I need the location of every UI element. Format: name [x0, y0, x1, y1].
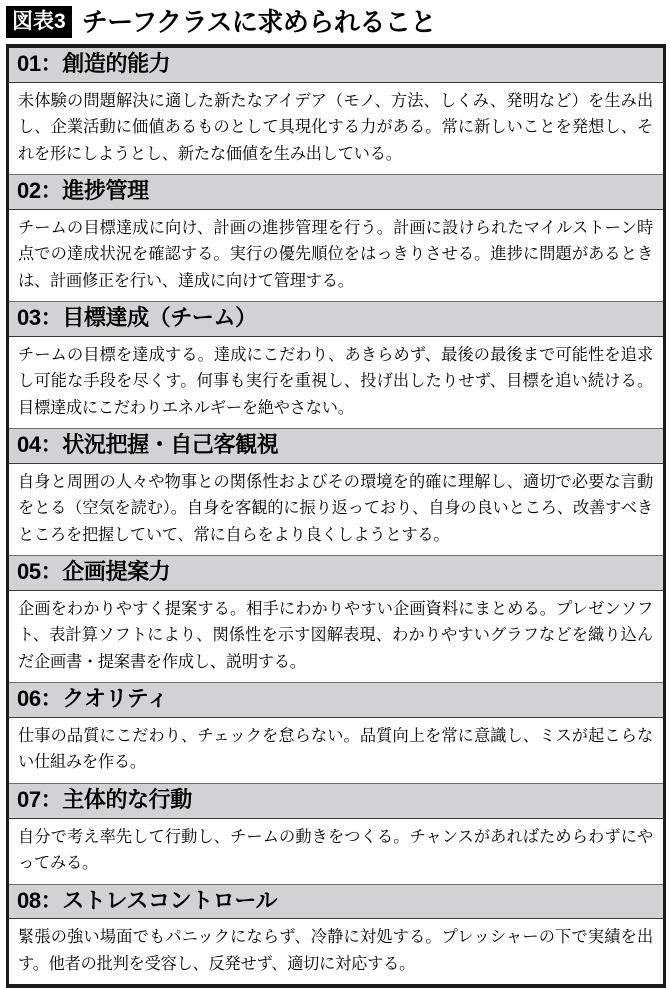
competency-section-description: 未体験の問題解決に適した新たなアイデア（モノ、方法、しくみ、発明など）を生み出し、企業活動に価値あるものとして具現化する力がある。常に新しいことを発想し、それを形にしようとし、新たな価値を生み出している。 — [18, 91, 653, 163]
competency-section-header — [9, 884, 663, 920]
competency-section-header — [9, 783, 663, 819]
competency-section-header — [9, 428, 663, 464]
competency-section-body — [9, 718, 663, 783]
figure-title-row — [0, 0, 670, 44]
competency-section — [9, 783, 663, 884]
competency-section-heading: 01：創造的能力 — [17, 51, 171, 76]
competency-section-description: 自身と周囲の人々や物事との関係性およびその環境を的確に理解し、適切で必要な言動をとる（空気を読む）。自身を客観的に振り返っており、自身の良いところ、改善すべきところを把握していて、常に自らをより良くしようとする。 — [18, 472, 653, 544]
competency-section-description: 自分で考え率先して行動し、チームの動きをつくる。チャンスがあればためらわずにやってみる。 — [18, 827, 653, 873]
competency-section-header — [9, 174, 663, 210]
competency-table — [6, 44, 666, 988]
competency-section — [9, 174, 663, 301]
competency-section-body — [9, 337, 663, 428]
competency-section — [9, 301, 663, 428]
competency-section-body — [9, 819, 663, 884]
competency-section-description: 企画をわかりやすく提案する。相手にわかりやすい企画資料にまとめる。プレゼンソフト、表計算ソフトにより、関係性を示す図解表現、わかりやすいグラフなどを織り込んだ企画書・提案書を作成し、説明する。 — [18, 600, 653, 671]
figure-number-badge: 図表3 — [6, 6, 72, 38]
competency-section — [9, 48, 663, 174]
competency-section — [9, 428, 663, 555]
competency-section-header — [9, 682, 663, 718]
page-title: チーフクラスに求められること — [81, 7, 436, 37]
competency-section-body — [9, 591, 663, 682]
competency-section-description: チームの目標を達成する。達成にこだわり、あきらめず、最後の最後まで可能性を追求し可能な手段を尽くす。何事も実行を重視し、投げ出したりせず、目標を追い続ける。目標達成にこだわりエネルギーを絶やさない。 — [18, 345, 653, 417]
competency-section-description: 緊張の強い場面でもパニックにならず、冷静に対処する。プレッシャーの下で実績を出す。他者の批判を受容し、反発せず、適切に対応する。 — [18, 928, 653, 973]
competency-section-body — [9, 464, 663, 555]
competency-section-header — [9, 555, 663, 591]
competency-section-heading: 03：目標達成（チーム） — [17, 305, 257, 331]
competency-section-body — [9, 919, 663, 984]
competency-section-body — [9, 210, 663, 301]
competency-section-heading: 07：主体的な行動 — [17, 786, 192, 812]
competency-section — [9, 555, 663, 682]
competency-section-heading: 06：クオリティ — [17, 686, 169, 712]
competency-section-heading: 04：状況把握・自己客観視 — [17, 432, 279, 458]
competency-section-body — [9, 83, 663, 174]
competency-section-description: チームの目標達成に向け、計画の進捗管理を行う。計画に設けられたマイルストーン時点での達成状況を確認する。実行の優先順位をはっきりさせる。進捗に問題があるときは、計画修正を行い、達成に向けて管理する。 — [18, 218, 653, 290]
competency-section — [9, 682, 663, 783]
competency-section-header — [9, 48, 663, 83]
competency-section-description: 仕事の品質にこだわり、チェックを怠らない。品質向上を常に意識し、ミスが起こらない仕組みを作る。 — [18, 727, 653, 772]
competency-section-header — [9, 301, 663, 337]
competency-section-heading: 02：進捗管理 — [17, 178, 149, 204]
competency-section-heading: 05：企画提案力 — [17, 559, 171, 585]
competency-section-heading: 08：ストレスコントロール — [17, 887, 278, 913]
